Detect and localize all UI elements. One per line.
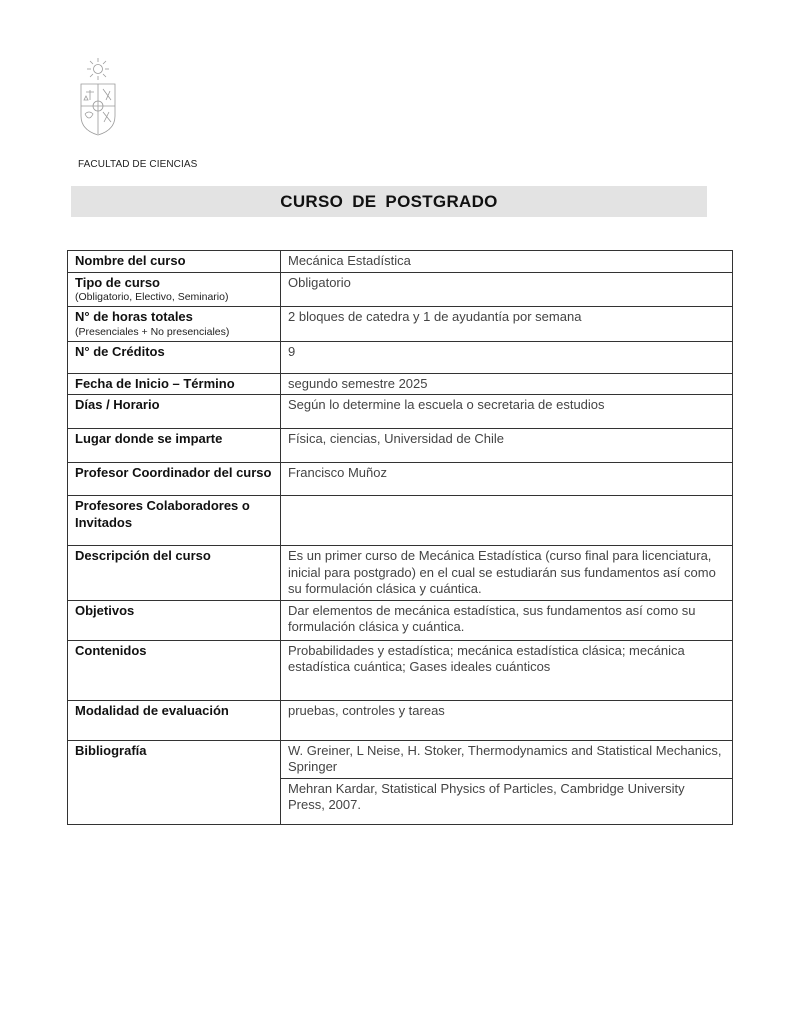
table-row xyxy=(68,395,733,429)
title-banner xyxy=(71,186,707,217)
row-value: Probabilidades y estadística; mecánica estadística clásica; mecánica estadística cuántica; Gases ideales cuánticos xyxy=(281,640,733,700)
row-label: Tipo de curso (Obligatorio, Electivo, Seminario) xyxy=(68,272,281,307)
row-value: Obligatorio xyxy=(281,272,733,307)
table-row xyxy=(68,700,733,740)
university-crest-icon xyxy=(78,56,118,136)
row-value: Dar elementos de mecánica estadística, sus fundamentos así como su formulación clásica y cuántica. xyxy=(281,600,733,640)
table-row xyxy=(68,546,733,601)
row-label: N° de horas totales (Presenciales + No presenciales) xyxy=(68,307,281,342)
table-row xyxy=(68,496,733,546)
table-row xyxy=(68,272,733,307)
table-row xyxy=(68,740,733,778)
row-label: N° de Créditos xyxy=(68,341,281,373)
row-label: Profesor Coordinador del curso xyxy=(68,463,281,496)
table-row xyxy=(68,463,733,496)
row-label: Objetivos xyxy=(68,600,281,640)
table-row xyxy=(68,640,733,700)
row-value: Francisco Muñoz xyxy=(281,463,733,496)
page-title: CURSO DE POSTGRADO xyxy=(280,191,498,211)
faculty-name: FACULTAD DE CIENCIAS xyxy=(78,159,198,170)
row-label: Contenidos xyxy=(68,640,281,700)
table-row xyxy=(68,373,733,395)
table-row xyxy=(68,429,733,463)
row-label: Lugar donde se imparte xyxy=(68,429,281,463)
row-label: Modalidad de evaluación xyxy=(68,700,281,740)
row-label: Descripción del curso xyxy=(68,546,281,601)
row-value xyxy=(281,496,733,546)
table-row xyxy=(68,341,733,373)
row-value: segundo semestre 2025 xyxy=(281,373,733,395)
row-value: pruebas, controles y tareas xyxy=(281,700,733,740)
row-label: Nombre del curso xyxy=(68,251,281,273)
course-table xyxy=(67,250,733,825)
row-sublabel: (Presenciales + No presenciales) xyxy=(75,325,230,338)
row-value: Mecánica Estadística xyxy=(281,251,733,273)
row-value: 2 bloques de catedra y 1 de ayudantía por semana xyxy=(281,307,733,342)
row-label: Bibliografía xyxy=(68,740,281,824)
row-value: Según lo determine la escuela o secretaria de estudios xyxy=(281,395,733,429)
bibliography-item: Mehran Kardar, Statistical Physics of Particles, Cambridge University Press, 2007. xyxy=(281,778,733,824)
row-label: Profesores Colaboradores o Invitados xyxy=(68,496,281,546)
row-value: 9 xyxy=(281,341,733,373)
bibliography-item: W. Greiner, L Neise, H. Stoker, Thermodynamics and Statistical Mechanics, Springer xyxy=(281,740,733,778)
row-sublabel: (Obligatorio, Electivo, Seminario) xyxy=(75,291,229,303)
row-value: Es un primer curso de Mecánica Estadística (curso final para licenciatura, inicial para postgrado) en el cual se estudiarán sus fundamentos así como su formulación clásica y cuántica. xyxy=(281,546,733,601)
row-value: Física, ciencias, Universidad de Chile xyxy=(281,429,733,463)
row-label: Fecha de Inicio – Término xyxy=(68,373,281,395)
table-row xyxy=(68,307,733,342)
table-row xyxy=(68,251,733,273)
row-label: Días / Horario xyxy=(68,395,281,429)
table-row xyxy=(68,600,733,640)
